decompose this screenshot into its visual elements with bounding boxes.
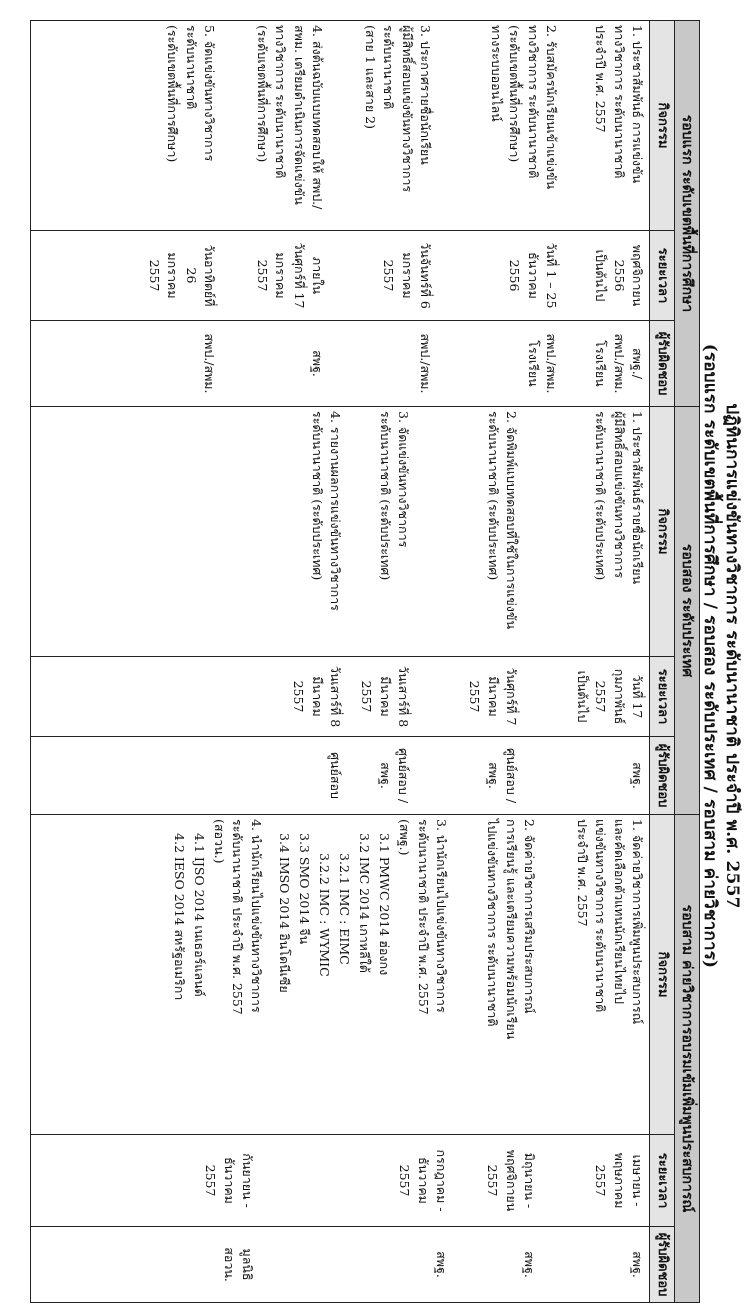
round2-activity-1: 1. ประชาสัมพันธ์รายชื่อนักเรียน ผู้มีสิทธิ์สอบแข่งขันทางวิชาการ ระดับนานาชาติ (ระดับประเทศ)	[593, 411, 645, 585]
round3-period-2: มิถุนายน - พฤศจิกายน 2557	[485, 1149, 537, 1212]
round2-period-4: วันเสาร์ที่ 8 มีนาคม 2557	[291, 665, 343, 728]
round1-period-4: ภายใน วันศุกร์ที่ 17 มกราคม 2557	[255, 242, 325, 309]
round2-header: รอบสอง ระดับประเทศ	[674, 407, 699, 815]
round1-period-5: วันอาทิตย์ที่ 26 มกราคม 2557	[147, 244, 217, 307]
round1-responsible-5: สพป./สพม.	[201, 333, 217, 394]
round3-activity-1: 1. จัดค่ายวิชาการเพิ่มพูนประสบการณ์ และคัดเลือกตัวแทนนักเรียนไทยไป แข่งขันทางวิชาการ ระดับนานาชาติ ประจำปี พ.ศ. 2557	[575, 819, 645, 1025]
round3-activities	[30, 815, 649, 1135]
round3-period-header: ระยะเวลา	[649, 1135, 674, 1227]
round3-sub-3-4: 3.4 IMSO 2014 อินโดนีเซีย	[276, 833, 292, 993]
round3-sub-4-1: 4.1 IJSO 2014 เนเธอร์แลนด์	[192, 833, 208, 997]
round3-responsibles	[30, 1227, 649, 1303]
round3-responsible-2: สพฐ.	[521, 1251, 537, 1278]
round3-sub-3-2-1: 3.2.1 IMC : EIMC	[337, 853, 353, 965]
round3-responsible-4: มูลนิธิ สอวน.	[221, 1247, 255, 1282]
round1-responsible-4: สพฐ.	[309, 350, 325, 377]
round3-sub-3-2: 3.2 IMC 2014 เกาหลีใต้	[357, 833, 373, 973]
round1-header: รอบแรก ระดับเขตพื้นที่การศึกษา	[674, 21, 699, 407]
round2-responsible-header: ผู้รับผิดชอบ	[649, 737, 674, 815]
round1-activity-4: 4. ส่งต้นฉบับแบบทดสอบให้ สพป./ สพม. เตรียมดำเนินการจัดแข่งขัน ทางวิชาการ ระดับนานาชาติ (ระดับเขตพื้นที่การศึกษา)	[255, 25, 325, 210]
round3-activity-2: 2. จัดค่ายวิชาการเสริมประสบการณ์ การเรียนรู้ และเตรียมความพร้อมนักเรียน ไปแข่งขันทางวิชาการ ระดับนานาชาติ	[485, 819, 537, 1040]
round2-activities	[30, 407, 649, 657]
round2-responsible-2: ศูนย์สอบ / สพฐ.	[485, 747, 519, 804]
round1-period-1: พฤศจิกายน 2556 เป็นต้นไป	[593, 244, 645, 307]
round2-period-2: วันศุกร์ที่ 7 มีนาคม 2557	[467, 667, 519, 726]
round3-responsible-1: สพฐ.	[629, 1251, 645, 1278]
round1-responsibles	[30, 321, 649, 407]
round2-period-3: วันเสาร์ที่ 8 มีนาคม 2557	[359, 665, 411, 728]
round1-activity-3: 3. ประกาศรายชื่อนักเรียน ผู้มีสิทธิ์สอบแข่งขันทางวิชาการ ระดับนานาชาติ (สาย 1 และสาย 2)	[363, 25, 433, 193]
round3-activity-header: กิจกรรม	[649, 815, 674, 1135]
round2-period-1: วันที่ 17 กุมภาพันธ์ 2557 เป็นต้นไป	[575, 668, 645, 725]
round2-responsible-1: สพฐ.	[629, 762, 645, 789]
round1-responsible-1: สพฐ./ สพป./สพม. โรงเรียน	[593, 333, 645, 394]
round3-activity-4: 4. นำนักเรียนไปแข่งขันทางวิชาการ ระดับนานาชาติ ประจำปี พ.ศ. 2557 (สอวน.)	[212, 819, 264, 1015]
round1-activity-1: 1. ประชาสัมพันธ์ การแข่งขัน ทางวิชาการ ระดับนานาชาติ ประจำปี พ.ศ. 2557	[593, 25, 645, 184]
round3-period-3: กรกฎาคม - ธันวาคม 2557	[397, 1149, 449, 1212]
round3-header: รอบสาม ค่ายวิชาการอบรมเข้มเพิ่มพูนประสบการณ์	[674, 815, 699, 1303]
round3-periods	[30, 1135, 649, 1227]
round1-activities	[30, 21, 649, 231]
round1-activity-header: กิจกรรม	[649, 21, 674, 231]
round3-sub-3-3: 3.3 SMO 2014 จีน	[296, 833, 312, 945]
round2-activity-3: 3. จัดแข่งขันทางวิชาการ ระดับนานาชาติ (ระดับประเทศ)	[377, 411, 411, 581]
round1-period-2: วันที่ 1 – 25 ธันวาคม 2556	[507, 242, 559, 309]
round3-responsible-3: สพฐ.	[433, 1251, 449, 1278]
round3-period-4: กันยายน - ธันวาคม 2557	[203, 1153, 255, 1208]
document-title: ปฏิทินการแข่งขันทางวิชาการ ระดับนานาชาติ ประจำปี พ.ศ. 2557	[722, 403, 742, 909]
round2-period-header: ระยะเวลา	[649, 657, 674, 737]
round3-responsible-header: ผู้รับผิดชอบ	[649, 1227, 674, 1303]
round3-sub-3-1: 3.1 PMWC 2014 ฮ่องกง	[377, 833, 393, 976]
round1-responsible-2: สพป./สพม. โรงเรียน	[525, 333, 559, 394]
round1-periods	[30, 231, 649, 321]
round3-sub-4-2: 4.2 IESO 2014 สหรัฐอเมริกา	[172, 833, 188, 1001]
round1-period-header: ระยะเวลา	[649, 231, 674, 321]
round3-period-1: เมษายน - พฤษภาคม 2557	[593, 1152, 645, 1209]
round1-activity-5: 5. จัดแข่งขันทางวิชาการ ระดับนานาชาติ (ระดับเขตพื้นที่การศึกษา)	[165, 25, 217, 163]
round3-sub-3-2-2: 3.2.2 IMC : WYMIC	[316, 853, 332, 977]
document-subtitle: (รอบแรก ระดับเขตพื้นที่การศึกษา / รอบสอง ระดับประเทศ / รอบสาม ค่ายวิชาการ)	[700, 343, 720, 969]
round2-responsible-4: ศูนย์สอบ	[327, 752, 343, 799]
round2-responsibles	[30, 737, 649, 815]
round1-period-3: วันจันทร์ที่ 6 มกราคม 2557	[381, 242, 433, 309]
round2-activity-2: 2. จัดพิมพ์แบบทดสอบที่ใช้ในการแข่งขัน ระดับนานาชาติ (ระดับประเทศ)	[485, 411, 519, 629]
round1-responsible-header: ผู้รับผิดชอบ	[649, 321, 674, 407]
round2-periods	[30, 657, 649, 737]
round2-responsible-3: ศูนย์สอบ / สพฐ.	[377, 747, 411, 804]
round3-activity-3: 3. นำนักเรียนไปแข่งขันทางวิชาการ ระดับนานาชาติ ประจำปี พ.ศ. 2557 (สพฐ.)	[397, 819, 449, 1015]
round1-responsible-3: สพป./สพม.	[417, 333, 433, 394]
round2-activity-header: กิจกรรม	[649, 407, 674, 657]
schedule-table	[30, 20, 700, 1303]
round1-activity-2: 2. รับสมัครนักเรียนเข้าแข่งขัน ทางวิชาการ ระดับนานาชาติ (ระดับเขตพื้นที่การศึกษา) ทางระบบออนไลน์	[489, 25, 559, 190]
round2-activity-4: 4. รายงานผลการแข่งขันทางวิชาการ ระดับนานาชาติ (ระดับประเทศ)	[309, 411, 343, 611]
